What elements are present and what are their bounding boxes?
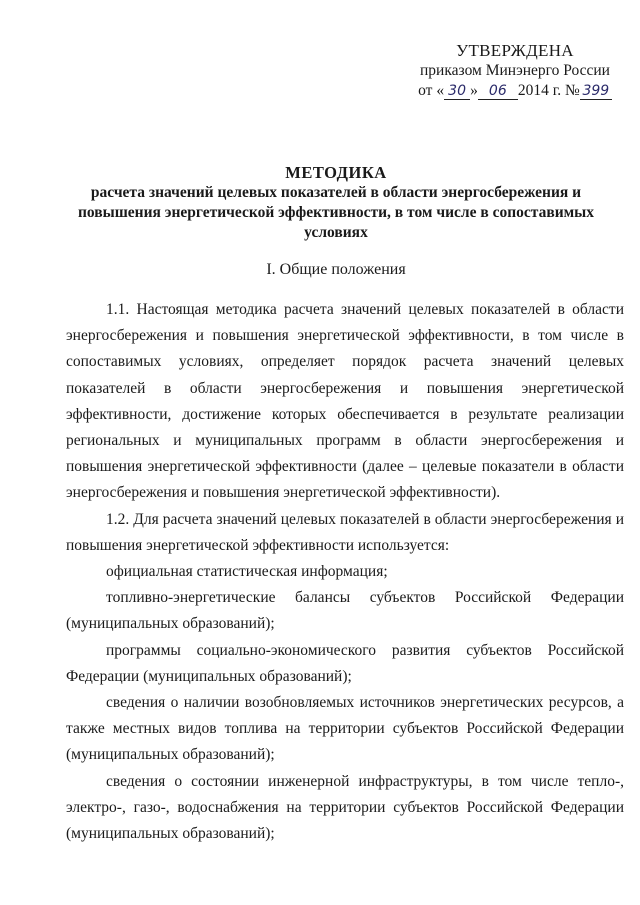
handwritten-month: 06	[478, 83, 518, 100]
approval-stamp	[410, 40, 620, 101]
document-body	[66, 297, 624, 847]
list-item-renewable-sources: сведения о наличии возобновляемых источников энергетических ресурсов, а также местных видов топлива на территории субъектов Российской Федерации (муниципальных образований);	[66, 694, 624, 764]
handwritten-order-number: 399	[580, 83, 612, 100]
list-item-statistics: официальная статистическая информация;	[106, 563, 388, 581]
paragraph-1-1: 1.1. Настоящая методика расчета значений целевых показателей в области энергосбережения и повышения энергетической эффективности, в том числе в сопоставимых условиях, определяет порядок расчета значений целевых показателей в области энергосбережения и повышения энергетической эффективности, достижение которых обеспечивается в результате реализации региональных и муниципальных программ в области энергосбережения и повышения энергетической эффективности (далее – целевые показатели в области энергосбережения и повышения энергетической эффективности).	[66, 301, 624, 502]
paragraph-1-2: 1.2. Для расчета значений целевых показателей в области энергосбережения и повышения энергетической эффективности используется:	[66, 510, 624, 554]
list-item-infrastructure: сведения о состоянии инженерной инфраструктуры, в том числе тепло-, электро-, газо-, водоснабжения на территории субъектов Российской Федерации (муниципальных образований);	[66, 772, 624, 843]
order-line: приказом Минэнерго России	[420, 62, 610, 79]
document-title: МЕТОДИКА	[285, 163, 387, 182]
date-mid: »	[470, 82, 478, 99]
document-title-block	[60, 163, 612, 243]
list-item-development-programs: программы социально-экономического развития субъектов Российской Федерации (муниципальных образований);	[66, 641, 624, 685]
date-year: 2014 г. №	[517, 82, 580, 99]
section-heading: I. Общие положения	[266, 261, 406, 278]
handwritten-day: 30	[444, 83, 470, 100]
list-item-fuel-balances: топливно-энергетические балансы субъектов Российской Федерации (муниципальных образований);	[66, 589, 624, 633]
date-prefix: от «	[418, 82, 445, 99]
document-subtitle: расчета значений целевых показателей в области энергосбережения и повышения энергетической эффективности, в том числе в сопоставимых условиях	[77, 184, 595, 241]
approved-label: УТВЕРЖДЕНА	[456, 41, 574, 60]
order-date-line	[410, 81, 620, 101]
